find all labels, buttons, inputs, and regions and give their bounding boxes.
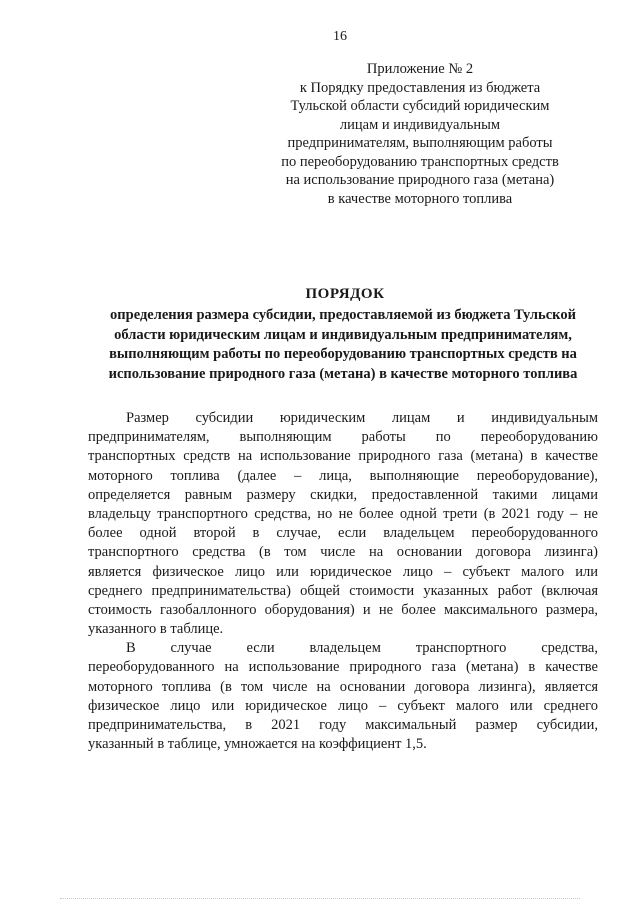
paragraph-line: владельцу транспортного средства, но не более одной трети (в 2021 году – не [88, 505, 598, 522]
paragraph-1 [88, 409, 598, 639]
appendix-line: в качестве моторного топлива [327, 190, 513, 207]
paragraph-line: предпринимательства, в 2021 году максимальный размер субсидии, [88, 717, 598, 733]
paragraph-line: стоимость газобаллонного оборудования) и не более максимального размера, [88, 601, 598, 618]
appendix-line: лицам и индивидуальным [339, 116, 501, 133]
subtitle-line: выполняющим работы по переоборудованию транспортных средств на [109, 346, 577, 362]
paragraph-line: указанный в таблице, умножается на коэффициент 1,5. [88, 736, 427, 753]
paragraph-line: моторного топлива (в том числе на основании договора лизинга), является [88, 678, 598, 695]
paragraph-line: является физическое лицо или юридическое лицо – субъект малого или [88, 563, 598, 580]
subtitle-line: использование природного газа (метана) в качестве моторного топлива [108, 365, 578, 382]
appendix-line: предпринимателям, выполняющим работы [287, 135, 553, 151]
appendix-header [270, 60, 570, 208]
paragraph-line: определяется равным размеру скидки, предоставленной такими лицами [88, 486, 598, 503]
document-subtitle [88, 306, 598, 384]
paragraph-line: переоборудованного на использование природного газа (метана) в качестве [88, 659, 598, 676]
paragraph-line: указанного в таблице. [88, 621, 224, 638]
paragraph-line: более одной второй в случае, если владельцем переоборудованного [88, 525, 598, 542]
scan-artifact-divider [60, 895, 580, 899]
page-number: 16 [333, 29, 347, 44]
paragraph-line: моторного топлива (далее – лица, выполняющие переоборудование), [88, 467, 598, 484]
document-body [88, 409, 598, 754]
paragraph-line: транспортных средств на использование природного газа (метана) в качестве [88, 448, 598, 465]
paragraph-line: Размер субсидии юридическим лицам и индивидуальным [126, 410, 598, 426]
appendix-line: по переоборудованию транспортных средств [281, 153, 559, 170]
paragraph-line: физическое лицо или юридическое лицо – субъект малого или среднего [88, 697, 598, 714]
paragraph-line: транспортного средства (в том числе на основании договора лизинга) [88, 544, 598, 561]
paragraph-line: предпринимателям, выполняющим работы по переоборудованию [88, 429, 598, 446]
appendix-line: к Порядку предоставления из бюджета [299, 79, 541, 96]
appendix-line: на использование природного газа (метана) [285, 172, 555, 188]
appendix-line: Тульской области субсидий юридическим [290, 98, 550, 114]
paragraph-line: среднего предпринимательства) общей стоимости указанных работ (включая [88, 582, 598, 599]
appendix-line: Приложение № 2 [366, 61, 474, 77]
paragraph-2 [88, 639, 598, 754]
document-title: ПОРЯДОК [305, 286, 385, 302]
subtitle-line: области юридическим лицам и индивидуальным предпринимателям, [114, 326, 572, 343]
subtitle-line: определения размера субсидии, предоставляемой из бюджета Тульской [110, 307, 576, 323]
paragraph-line: В случае если владельцем транспортного средства, [126, 640, 598, 657]
